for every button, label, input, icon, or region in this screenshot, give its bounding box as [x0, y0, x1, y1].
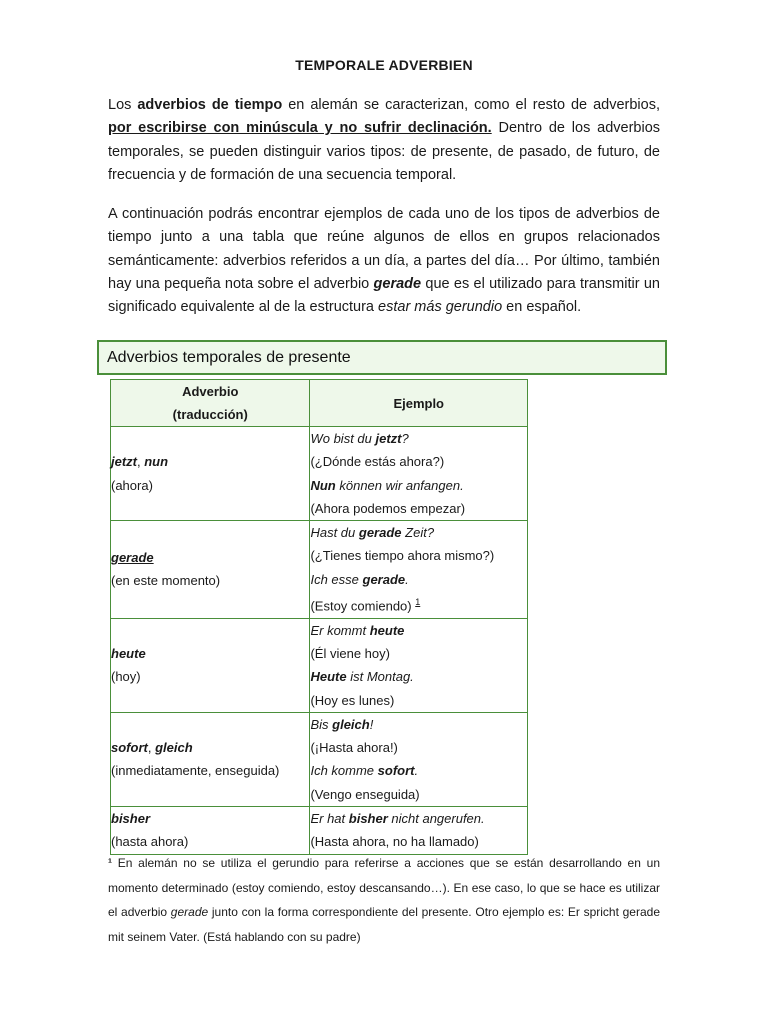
footnote-mark: ¹ — [108, 856, 112, 870]
example-translation: (Hoy es lunes) — [310, 692, 395, 708]
example-sentence: Wo bist du jetzt? — [310, 431, 409, 446]
adverb-translation: (inmediatamente, enseguida) — [111, 763, 280, 779]
example-translation: (¡Hasta ahora!) — [310, 740, 398, 756]
table-row — [111, 521, 528, 619]
underlined-bold-text: por escribirse con minúscula y no sufrir declinación. — [108, 120, 492, 137]
adverb-cell — [111, 521, 310, 619]
text: en español. — [502, 299, 582, 316]
example-translation: (¿Tienes tiempo ahora mismo?) — [310, 548, 495, 564]
example-translation: (Él viene hoy) — [310, 646, 390, 661]
table-row — [111, 712, 528, 806]
section-heading: Adverbios temporales de presente — [107, 349, 351, 366]
text: Los — [108, 97, 138, 113]
adverb-cell — [111, 807, 310, 855]
example-sentence: Ich esse gerade. — [310, 571, 409, 587]
adverb-word: nun — [144, 454, 169, 470]
second-paragraph — [108, 203, 660, 319]
italic-text: estar más gerundio — [378, 299, 503, 316]
adverb-cell — [111, 618, 310, 712]
table-header-row — [111, 380, 528, 427]
example-sentence: Nun können wir anfangen. — [310, 477, 464, 493]
adverb-word: sofort — [111, 740, 148, 756]
text: En alemán no se utiliza el gerundio para referirse a acciones que se están desarrollando en un momento determinado (estoy comiendo, estoy descansando…). En ese caso, lo que se hace es utilizar el adverbio — [108, 856, 660, 919]
table-row — [111, 618, 528, 712]
adverb-cell — [111, 427, 310, 521]
example-sentence: Ich komme sofort. — [310, 763, 419, 779]
example-sentence: Hast du gerade Zeit? — [310, 525, 435, 541]
adverb-word: gerade — [111, 550, 154, 566]
header-adverbio — [111, 380, 310, 427]
section-heading-box — [97, 340, 667, 375]
adverb-word: heute — [111, 646, 146, 661]
footnote — [108, 851, 660, 949]
adverb-cell — [111, 712, 310, 806]
footnote-link[interactable]: 1 — [415, 597, 421, 608]
example-translation: (Estoy comiendo) $^1$ — [310, 597, 421, 614]
example-sentence: Er kommt heute — [310, 622, 405, 638]
adverb-word: bisher — [111, 811, 151, 827]
header-text: (traducción) — [172, 407, 248, 422]
italic-text: gerade — [170, 905, 209, 919]
separator: , — [137, 454, 145, 470]
intro-paragraph — [108, 94, 660, 187]
example-cell — [310, 427, 528, 521]
example-cell — [310, 807, 528, 855]
header-text: Adverbio — [182, 384, 239, 399]
bold-text: adverbios de tiempo — [137, 97, 283, 113]
text: que es el utilizado para transmitir un significado equivalente al de la estructura — [108, 275, 660, 316]
example-cell — [310, 521, 528, 619]
example-cell — [310, 618, 528, 712]
example-sentence: Er hat bisher nicht angerufen. — [310, 811, 485, 827]
example-translation: (Vengo enseguida) — [310, 786, 420, 802]
example-sentence: Bis gleich! — [310, 716, 374, 732]
text: junto con la forma correspondiente del presente. Otro ejemplo es: Er spricht gerade mit seinem Vater. (Está hablando con su padre) — [108, 905, 660, 944]
adverb-word: gleich — [155, 740, 193, 756]
example-cell — [310, 712, 528, 806]
page-title: TEMPORALE ADVERBIEN — [295, 57, 473, 73]
adverb-word: jetzt — [111, 454, 137, 470]
separator: , — [147, 740, 156, 756]
example-translation: (Ahora podemos empezar) — [310, 500, 466, 516]
adverb-translation: (hoy) — [111, 669, 141, 685]
adverb-translation: (en este momento) — [111, 573, 221, 589]
adverbs-table — [110, 379, 528, 855]
table-row — [111, 427, 528, 521]
example-translation: (¿Dónde estás ahora?) — [310, 454, 445, 470]
adverb-translation: (ahora) — [111, 477, 153, 493]
text: Dentro de los adverbios temporales, se pueden distinguir varios tipos: de presente, de pasado, de futuro, de frecuencia y de formación de una secuencia temporal. — [108, 120, 661, 183]
example-translation: (Hasta ahora, no ha llamado) — [310, 834, 479, 850]
example-sentence: Heute ist Montag. — [310, 669, 414, 685]
text: A continuación podrás encontrar ejemplos de cada uno de los tipos de adverbios de tiempo junto a una tabla que reúne algunos de ellos en grupos relacionados semánticamente: adverbios referidos a un día, a partes del día… Por último, también hay una pequeña nota sobre el adverbio — [108, 206, 660, 292]
table-row — [111, 807, 528, 855]
bold-italic-text: gerade — [373, 275, 422, 292]
header-ejemplo: Ejemplo — [310, 380, 528, 427]
adverb-translation: (hasta ahora) — [111, 834, 189, 850]
text: en alemán se caracterizan, como el resto de adverbios, — [282, 97, 660, 113]
